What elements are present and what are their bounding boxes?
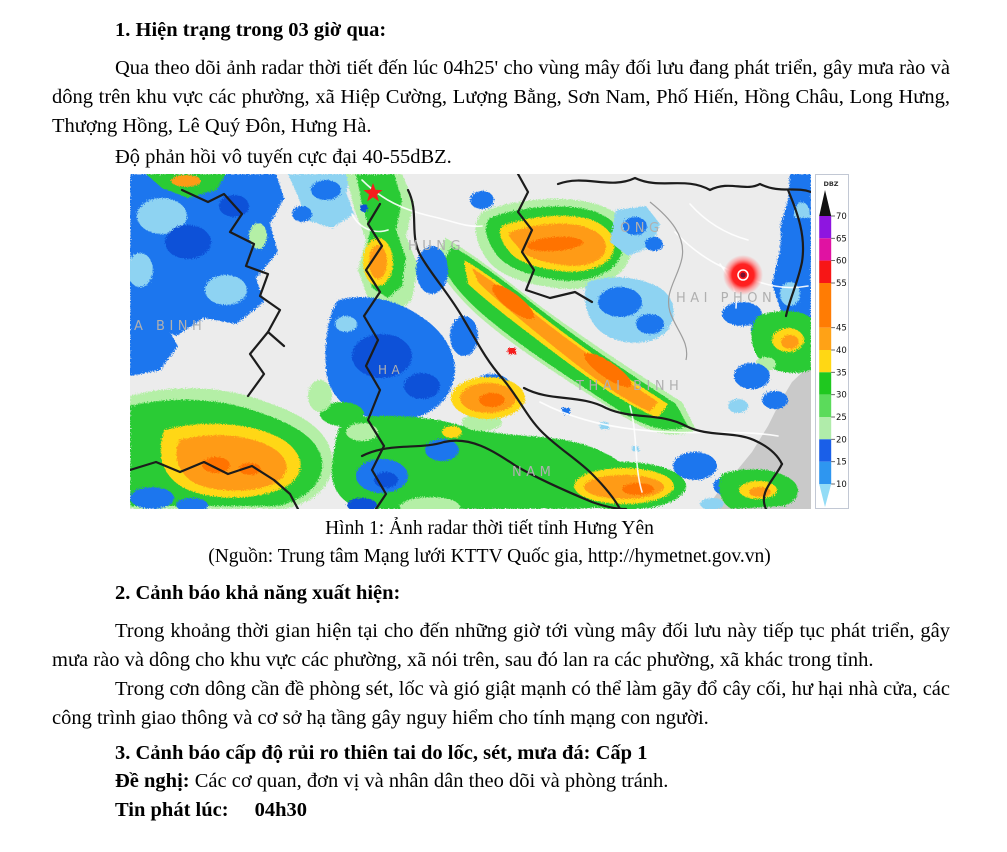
section2-para1: Trong khoảng thời gian hiện tại cho đến những giờ tới vùng mây đối lưu này tiếp tục phát triển, gây mưa rào và dông cho khu vực các phường, xã nói trên, sau đó lan ra các phường, xã khác trong tỉnh. — [52, 620, 950, 671]
recommendation-text: Các cơ quan, đơn vị và nhân dân theo dõi và phòng tránh. — [189, 770, 669, 792]
map-label-hung-yen: HUNG — [408, 239, 466, 254]
legend-color-segment — [819, 328, 831, 350]
legend-color-segment — [819, 439, 831, 461]
map-label-ha-nam: HA — [378, 363, 405, 377]
legend-color-segment — [819, 283, 831, 328]
map-label-duong: ONG — [620, 221, 664, 236]
issued-line — [52, 796, 950, 825]
legend-tick: 30 — [836, 390, 847, 401]
legend-tick: 35 — [836, 368, 847, 379]
issued-label: Tin phát lúc: — [115, 799, 229, 821]
radar-figure — [130, 174, 849, 571]
section2-para2: Trong cơn dông cần đề phòng sét, lốc và gió giật mạnh có thể làm gãy đổ cây cối, hư hại nhà cửa, các công trình giao thông và cơ sở hạ tầng gây nguy hiểm cho tính mạng con người. — [52, 678, 950, 729]
section1-para1: Qua theo dõi ảnh radar thời tiết đến lúc 04h25' cho vùng mây đối lưu đang phát triển, gây mưa rào và dông trên khu vực các phường, xã Hiệp Cường, Lượng Bằng, Sơn Nam, Phố Hiến, Hồng Châu, Long Hưng, Thượng Hồng, Lê Quý Đôn, Hưng Hà. — [52, 57, 950, 137]
section1-para2: Độ phản hồi vô tuyến cực đại 40-55dBZ. — [115, 146, 452, 168]
section1-heading: 1. Hiện trạng trong 03 giờ qua: — [115, 19, 387, 41]
radar-station-marker-icon — [723, 255, 763, 295]
map-label-thai-binh: THAI BINH — [576, 379, 684, 394]
legend-color-segment — [819, 261, 831, 283]
legend-color-segment — [819, 417, 831, 439]
issued-time: 04h30 — [254, 799, 307, 821]
dbz-legend — [815, 174, 849, 509]
legend-tick: 55 — [836, 279, 847, 289]
section2-heading: 2. Cảnh báo khả năng xuất hiện: — [115, 582, 401, 604]
map-label-hai-phong: HAI PHON — [676, 291, 777, 306]
legend-tick: 25 — [836, 413, 847, 423]
legend-title: DBZ — [823, 180, 839, 188]
legend-tick: 65 — [836, 234, 847, 245]
figure-caption-title: Hình 1: Ảnh radar thời tiết tỉnh Hưng Yên — [325, 518, 654, 539]
radar-map-image — [130, 174, 811, 509]
map-label-nam-dinh: NAM — [512, 465, 556, 480]
legend-tick: 15 — [836, 457, 847, 468]
legend-color-segment — [819, 350, 831, 372]
legend-tick: 60 — [836, 256, 847, 267]
figure-caption-source: (Nguồn: Trung tâm Mạng lưới KTTV Quốc gia, http://hymetnet.gov.vn) — [208, 546, 771, 567]
section3-heading: 3. Cảnh báo cấp độ rủi ro thiên tai do lốc, sét, mưa đá: Cấp 1 — [115, 742, 648, 764]
legend-tick: 10 — [836, 480, 847, 490]
legend-color-segment — [819, 395, 831, 417]
legend-tick: 40 — [836, 346, 847, 356]
recommendation-line — [52, 767, 950, 796]
legend-tick: 45 — [836, 323, 847, 334]
legend-color-segment — [819, 462, 831, 484]
legend-color-segment — [819, 216, 831, 238]
radar-map-wrap — [130, 174, 849, 509]
legend-color-segment — [819, 372, 831, 394]
legend-tick: 70 — [836, 212, 847, 222]
legend-color-segments — [819, 216, 831, 484]
legend-tick: 20 — [836, 435, 847, 446]
map-label-hoa-binh: A BINH — [134, 319, 207, 334]
legend-color-segment — [819, 238, 831, 260]
recommendation-label: Đề nghị: — [115, 770, 190, 792]
figure-caption — [130, 515, 849, 571]
